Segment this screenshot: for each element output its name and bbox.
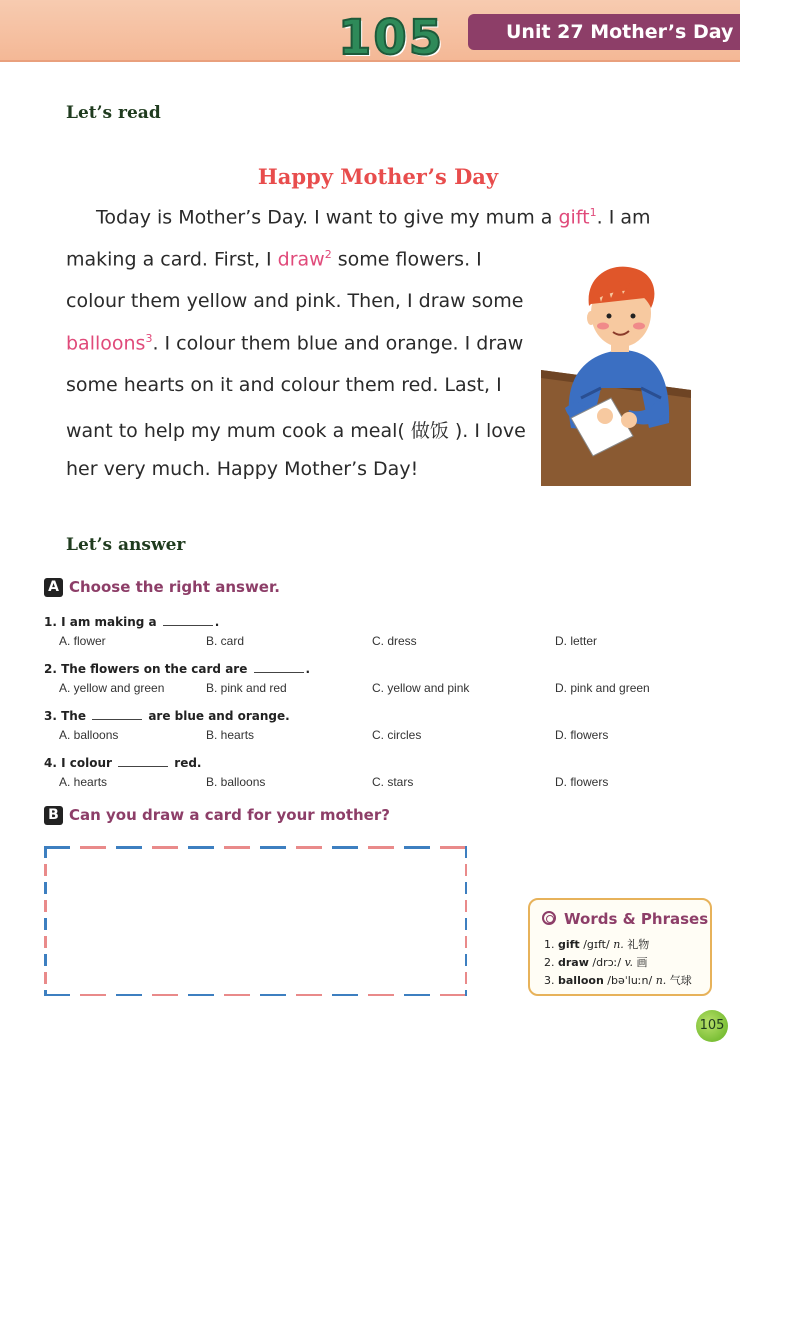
question-stem — [44, 756, 201, 770]
vocab-num: 3. — [544, 974, 555, 987]
story-line — [96, 206, 650, 228]
answer-option[interactable]: D. pink and green — [555, 681, 650, 695]
question-text-end: . — [305, 662, 311, 676]
answer-option[interactable]: D. flowers — [555, 775, 609, 789]
page-number-badge: 105 — [696, 1010, 728, 1042]
story-title: Happy Mother’s Day — [257, 164, 499, 189]
answer-option[interactable]: D. letter — [555, 634, 598, 648]
story-line — [66, 374, 502, 396]
part-b-letter: B — [44, 806, 63, 825]
footnote-marker: 1 — [589, 206, 597, 219]
answer-option[interactable]: C. circles — [372, 728, 422, 742]
answer-blank[interactable] — [92, 710, 142, 720]
vocab-phonetic: /gɪft/ — [583, 938, 610, 951]
part-b-heading — [44, 806, 390, 825]
unit-title-tab: Unit 27 Mother’s Day — [468, 14, 740, 50]
question-text: 1. I am making a — [44, 615, 161, 629]
question-text: 3. The — [44, 709, 91, 723]
answer-option[interactable]: B. balloons — [206, 775, 266, 789]
vocab-word: gift — [558, 206, 590, 229]
story-text-span: some flowers. I — [331, 248, 482, 271]
lets-answer-label: Let’s answer — [66, 535, 186, 555]
vocab-pos: v. — [624, 956, 633, 969]
story-text-span: Today is Mother’s Day. I want to give my mum a — [96, 206, 559, 229]
question-text-end: . — [214, 615, 220, 629]
lets-answer-tag — [46, 534, 185, 556]
vocab-phonetic: /bəˈluːn/ — [607, 974, 653, 987]
story-text-span: some hearts on it and colour them red. Last, I — [66, 374, 502, 396]
answer-option[interactable]: B. card — [206, 634, 245, 648]
vocab-meaning: 礼物 — [627, 938, 650, 951]
vocab-word: draw — [277, 248, 325, 271]
question-text-end: are blue and orange. — [144, 709, 290, 723]
lets-read-label: Let’s read — [66, 103, 161, 123]
question-stem — [44, 709, 290, 723]
answer-option[interactable]: A. balloons — [59, 728, 119, 742]
vocab-pos: n. — [655, 974, 667, 987]
words-phrases-title — [542, 910, 708, 928]
answer-blank[interactable] — [254, 663, 304, 673]
vocab-entry — [544, 954, 647, 970]
airmail-border — [44, 846, 468, 996]
vocab-num: 2. — [544, 956, 555, 969]
story-text-span: want to help my mum cook a meal( 做饭 ). I love — [66, 420, 526, 442]
story-text-span: . I am — [596, 206, 651, 229]
answer-option[interactable]: B. hearts — [206, 728, 255, 742]
double-circle-icon — [542, 911, 556, 925]
vocab-word: gift — [558, 938, 580, 951]
story-text-span: her very much. Happy Mother’s Day! — [66, 458, 419, 480]
question-text: 2. The flowers on the card are — [44, 662, 252, 676]
vocab-entry — [544, 972, 692, 988]
boy-drawing-image — [541, 258, 691, 486]
page-number-large: 105 — [338, 10, 445, 66]
vocab-num: 1. — [544, 938, 555, 951]
question-stem — [44, 615, 219, 629]
story-line — [66, 290, 523, 312]
vocab-word: draw — [558, 956, 589, 969]
question-text-end: red. — [170, 756, 202, 770]
vocab-pos: n. — [613, 938, 624, 951]
story-line — [66, 416, 526, 443]
answer-blank[interactable] — [118, 757, 168, 767]
story-line — [66, 458, 418, 480]
answer-option[interactable]: A. yellow and green — [59, 681, 165, 695]
vocab-phonetic: /drɔː/ — [592, 956, 622, 969]
answer-option[interactable]: C. stars — [372, 775, 414, 789]
answer-option[interactable]: A. hearts — [59, 775, 108, 789]
answer-option[interactable]: C. dress — [372, 634, 417, 648]
part-a-heading-text: Choose the right answer. — [69, 578, 280, 596]
answer-option[interactable]: D. flowers — [555, 728, 609, 742]
vocab-word: balloons — [66, 332, 146, 355]
card-drawing-area[interactable] — [44, 846, 468, 996]
vocab-entry — [544, 936, 649, 952]
question-text: 4. I colour — [44, 756, 117, 770]
question-stem — [44, 662, 310, 676]
footnote-marker: 2 — [324, 248, 332, 261]
vocab-meaning: 气球 — [669, 974, 692, 987]
answer-option[interactable]: A. flower — [59, 634, 106, 648]
story-line — [66, 248, 482, 270]
boy-drawing-illustration — [541, 258, 691, 486]
story-text-span: colour them yellow and pink. Then, I draw some — [66, 290, 524, 312]
vocab-meaning: 画 — [636, 956, 648, 969]
words-phrases-box — [528, 898, 712, 996]
footnote-marker: 3 — [145, 332, 153, 345]
answer-option[interactable]: B. pink and red — [206, 681, 287, 695]
answer-option[interactable]: C. yellow and pink — [372, 681, 470, 695]
vocab-word: balloon — [558, 974, 604, 987]
answer-blank[interactable] — [163, 616, 213, 626]
part-a-letter: A — [44, 578, 63, 597]
part-b-heading-text: Can you draw a card for your mother? — [69, 806, 390, 824]
words-phrases-title-text: Words & Phrases — [564, 910, 709, 928]
lets-read-tag — [46, 102, 161, 124]
story-text-span: . I colour them blue and orange. I draw — [152, 332, 524, 355]
part-a-heading — [44, 578, 280, 597]
story-text-span: making a card. First, I — [66, 248, 278, 271]
story-line — [66, 332, 523, 354]
